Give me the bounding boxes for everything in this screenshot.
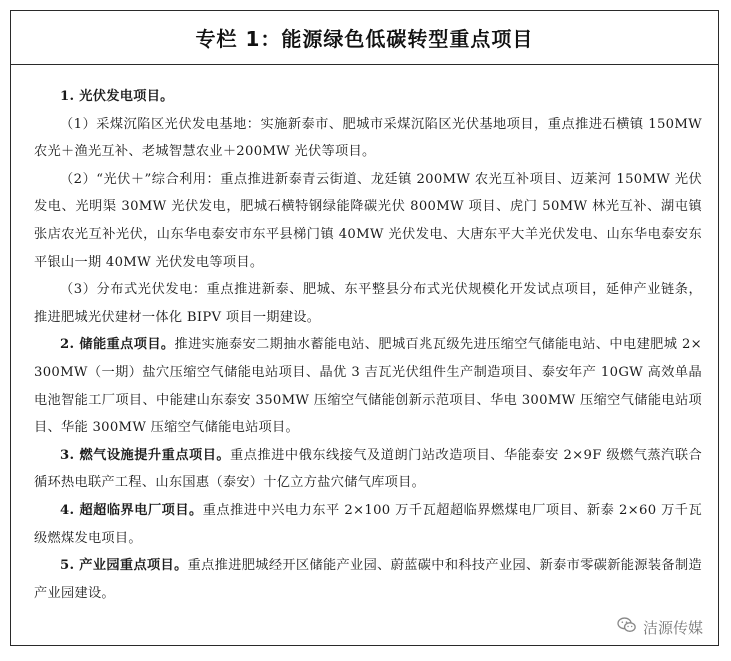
paragraph: 1. 光伏发电项目。 [60,89,174,104]
watermark [613,615,707,639]
wechat-icon [617,616,637,638]
watermark-text: 洁源传媒 [642,618,703,637]
paragraph: （2）“光伏＋”综合利用：重点推进新泰青云街道、龙廷镇 200MW 农光互补项目、迈莱河 150MW 光伏发电、光明渠 30MW 光伏发电，肥城石横特钢绿能降碳光伏 800MW 项目、虎门 50MW 林光互补、湖屯镇张店农光互补光伏，山东华电泰安市东平县梯门镇 40MW 光伏发电、大唐东平大羊光伏发电、山东华电泰安东平银山一期 40MW 光伏发电等项目。 [34,171,702,270]
paragraph: 3. 燃气设施提升重点项目。重点推进中俄东线接气及道朗门站改造项目、华能泰安 2×9F 级燃气蒸汽联合循环热电联产工程、山东国惠（泰安）十亿立方盐穴储气库项目。 [34,447,702,491]
title-bar [11,11,718,65]
paragraph: 2. 储能重点项目。推进实施泰安二期抽水蓄能电站、肥城百兆瓦级先进压缩空气储能电站、中电建肥城 2×300MW（一期）盐穴压缩空气储能电站项目、晶优 3 吉瓦光伏组件生产制造项目、泰安年产 10GW 高效单晶电池智能工厂项目、中能建山东泰安 350MW 压缩空气储能创新示范项目、华电 300MW 压缩空气储能电站项目、华能 300MW 压缩空气储能电站项目。 [34,337,702,436]
column-title: 专栏 1：能源绿色低碳转型重点项目 [195,27,534,51]
paragraph: （3）分布式光伏发电：重点推进新泰、肥城、东平整县分布式光伏规模化开发试点项目，延伸产业链条，推进肥城光伏建材一体化 BIPV 项目一期建设。 [34,282,702,325]
content-body [11,83,718,607]
paragraph: 5. 产业园重点项目。重点推进肥城经开区储能产业园、蔚蓝碳中和科技产业园、新泰市零碳新能源装备制造产业园建设。 [34,558,702,601]
paragraph: （1）采煤沉陷区光伏发电基地：实施新泰市、肥城市采煤沉陷区光伏基地项目，重点推进石横镇 150MW 农光＋渔光互补、老城智慧农业＋200MW 光伏等项目。 [34,116,702,160]
column-box [10,10,719,646]
paragraph: 4. 超超临界电厂项目。重点推进中兴电力东平 2×100 万千瓦超超临界燃煤电厂项目、新泰 2×60 万千瓦级燃煤发电项目。 [34,502,702,546]
